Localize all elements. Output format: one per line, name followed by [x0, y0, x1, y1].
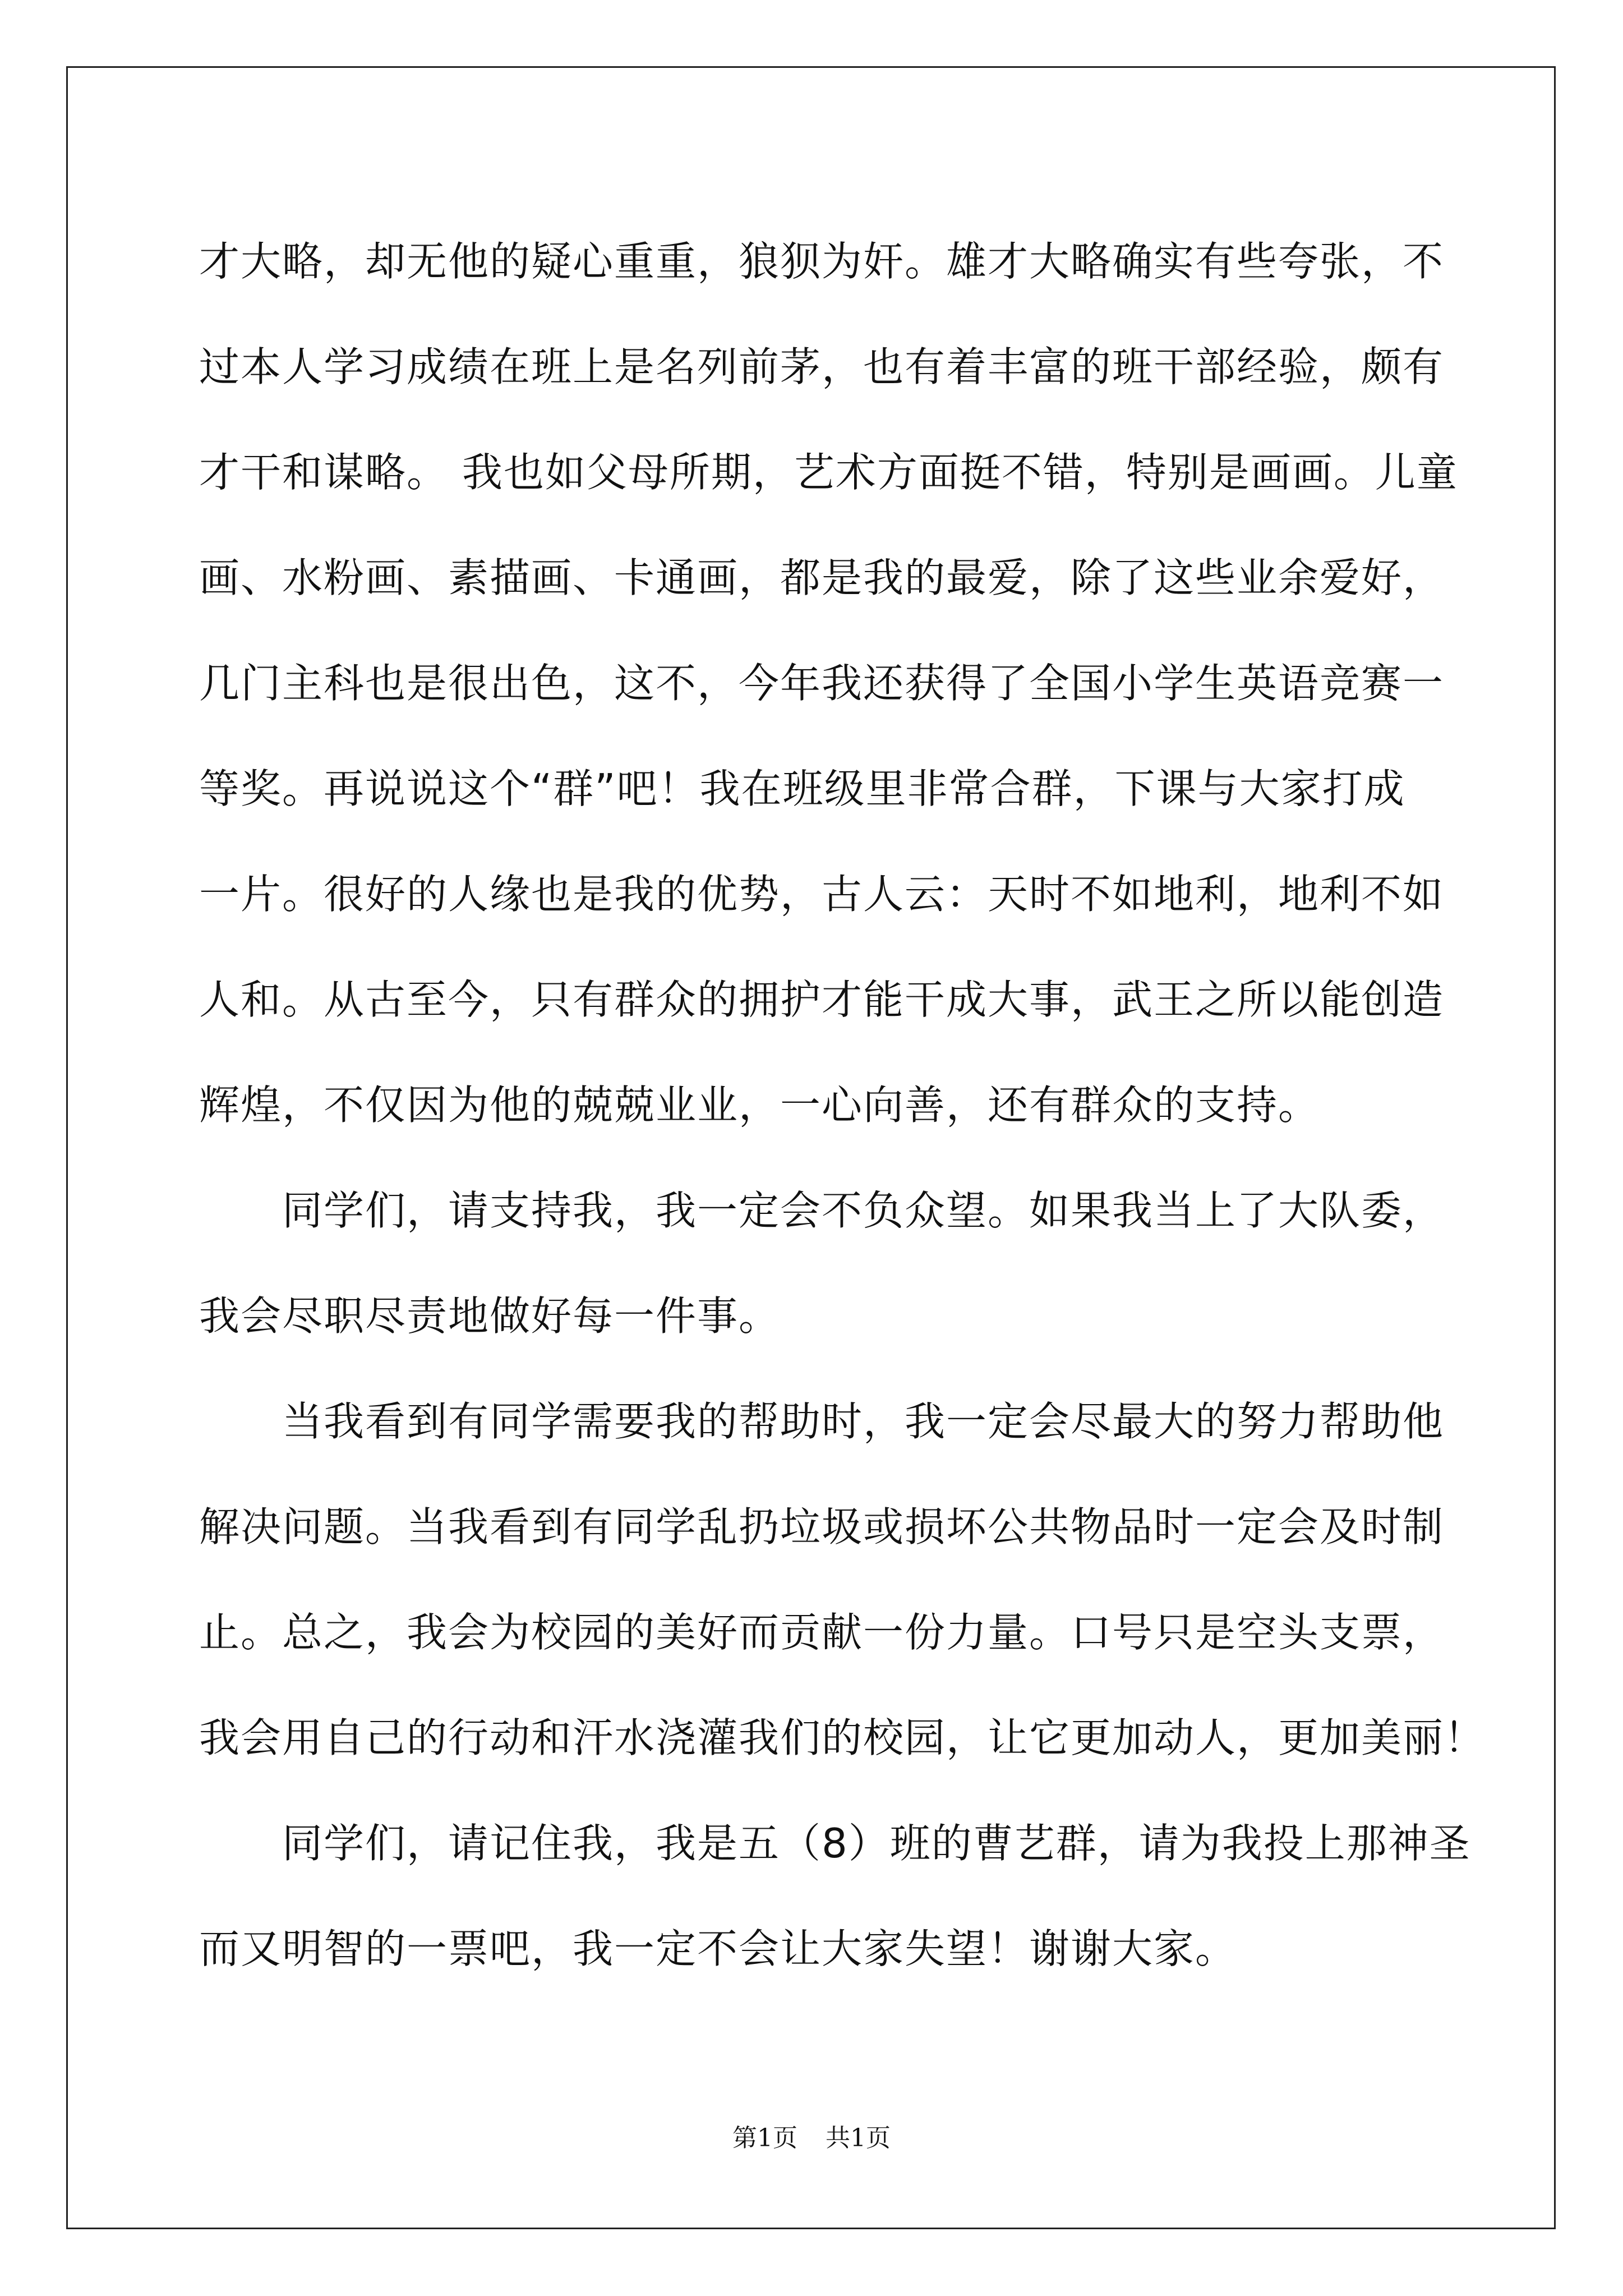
text-line: 而又明智的一票吧，我一定不会让大家失望！谢谢大家。 [199, 1925, 1237, 1972]
text-line: 止。总之，我会为校园的美好而贡献一份力量。口号只是空头支票， [199, 1609, 1445, 1656]
text-line: 过本人学习成绩在班上是名列前茅，也有着丰富的班干部经验，颇有 [199, 343, 1445, 390]
paragraph-start-line: 当我看到有同学需要我的帮助时，我一定会尽最大的努力帮助他 [282, 1398, 1445, 1445]
text-line: 等奖。再说说这个“群”吧！我在班级里非常合群，下课与大家打成 [199, 765, 1405, 812]
text-line: 几门主科也是很出色，这不，今年我还获得了全国小学生英语竞赛一 [199, 660, 1445, 707]
text-line: 我会用自己的行动和汗水浇灌我们的校园，让它更加动人，更加美丽！ [199, 1714, 1486, 1761]
text-line: 画、水粉画、素描画、卡通画，都是我的最爱，除了这些业余爱好， [199, 554, 1445, 601]
page-number: 第1页 [732, 2124, 797, 2152]
paragraph-start-line: 同学们，请支持我，我一定会不负众望。如果我当上了大队委， [282, 1187, 1445, 1234]
text-line: 才干和谋略。 我也如父母所期，艺术方面挺不错，特别是画画。儿童 [199, 449, 1458, 496]
document-body [199, 209, 1486, 2001]
page-footer [0, 2122, 1623, 2155]
paragraph-start-line: 同学们，请记住我，我是五（8）班的曹艺群，请为我投上那神圣 [282, 1820, 1471, 1867]
text-line: 我会尽职尽责地做好每一件事。 [199, 1292, 781, 1340]
text-line: 辉煌，不仅因为他的兢兢业业，一心向善，还有群众的支持。 [199, 1082, 1320, 1129]
text-line: 才大略，却无他的疑心重重，狼狈为奸。雄才大略确实有些夸张，不 [199, 238, 1445, 285]
text-line: 解决问题。当我看到有同学乱扔垃圾或损坏公共物品时一定会及时制 [199, 1503, 1445, 1550]
text-line: 人和。从古至今，只有群众的拥护才能干成大事，武王之所以能创造 [199, 976, 1445, 1023]
page-total: 共1页 [826, 2124, 891, 2152]
text-line: 一片。很好的人缘也是我的优势，古人云：天时不如地利，地利不如 [199, 871, 1445, 918]
